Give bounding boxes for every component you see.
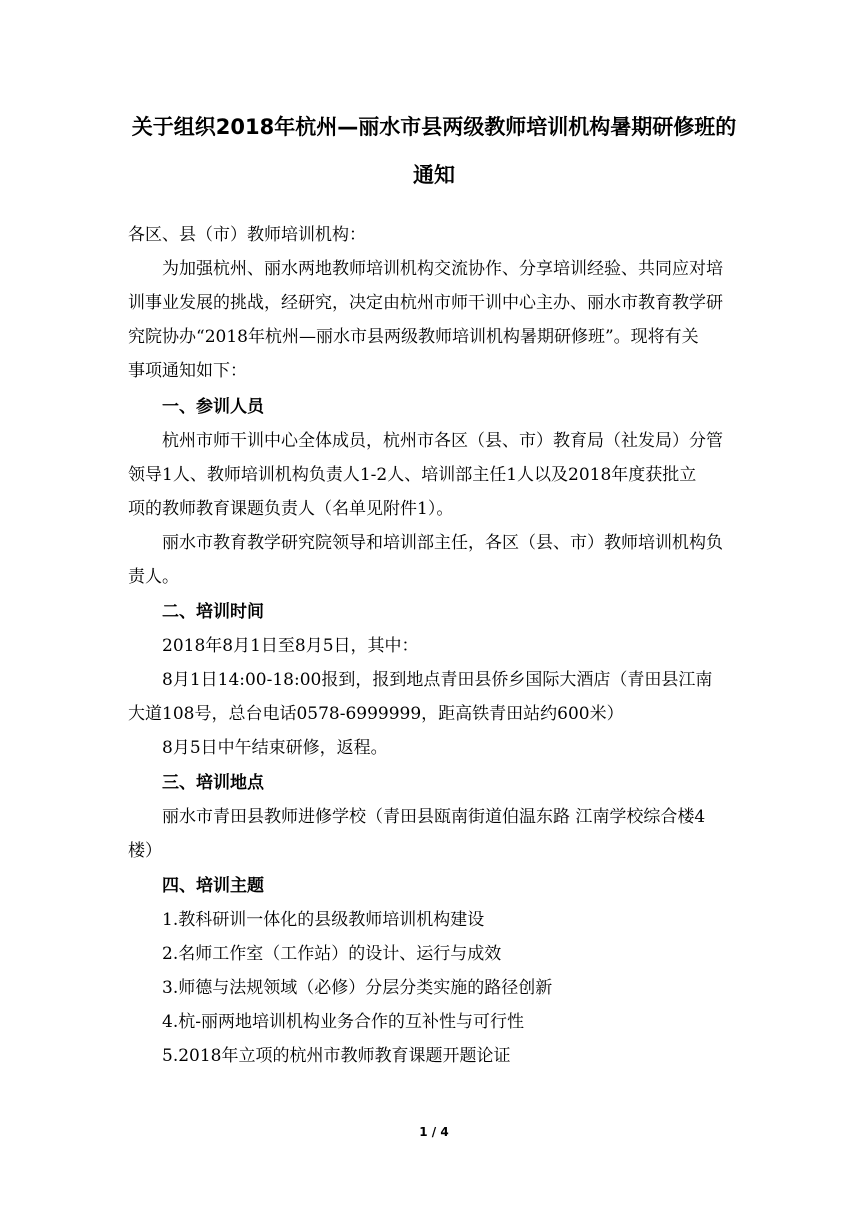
intro-paragraph-line: 训事业发展的挑战，经研究，决定由杭州市师干训中心主办、丽水市教育教学研 (128, 293, 723, 313)
participants-paragraph-line: 领导1人、教师培训机构负责人1-2人、培训部主任1人以及2018年度获批立 (128, 465, 697, 485)
participants-paragraph-line: 杭州市师干训中心全体成员，杭州市各区（县、市）教育局（社发局）分管 (162, 431, 723, 451)
section-heading-participants: 一、参训人员 (162, 397, 264, 417)
section-heading-time: 二、培训时间 (162, 602, 264, 622)
intro-paragraph-line: 究院协办“2018年杭州—丽水市县两级教师培训机构暑期研修班”。现将有关 (128, 327, 699, 347)
location-paragraph-line: 丽水市青田县教师进修学校（青田县瓯南街道伯温东路 江南学校综合楼4 (162, 807, 706, 827)
document-title-line-1: 关于组织2018年杭州—丽水市县两级教师培训机构暑期研修班的 (131, 115, 737, 139)
topic-list-item: 2.名师工作室（工作站）的设计、运行与成效 (162, 944, 502, 964)
intro-paragraph-line: 为加强杭州、丽水两地教师培训机构交流协作、分享培训经验、共同应对培 (162, 259, 723, 279)
time-paragraph-line: 2018年8月1日至8月5日，其中： (162, 636, 419, 656)
time-paragraph-line: 8月1日14:00-18:00报到，报到地点青田县侨乡国际大酒店（青田县江南 (162, 670, 713, 690)
intro-paragraph-line: 事项通知如下： (128, 361, 247, 381)
location-paragraph-line: 楼） (128, 841, 162, 861)
page-number: 1 / 4 (419, 1125, 449, 1139)
participants-paragraph-line: 责人。 (128, 567, 179, 587)
topic-list-item: 5.2018年立项的杭州市教师教育课题开题论证 (162, 1046, 511, 1066)
section-heading-location: 三、培训地点 (162, 773, 264, 793)
salutation: 各区、县（市）教师培训机构： (128, 225, 366, 245)
document-title-line-2: 通知 (413, 163, 455, 187)
time-paragraph-line: 大道108号，总台电话0578-6999999，距高铁青田站约600米） (128, 704, 624, 724)
section-heading-topics: 四、培训主题 (162, 876, 264, 896)
topic-list-item: 1.教科研训一体化的县级教师培训机构建设 (162, 910, 485, 930)
topic-list-item: 3.师德与法规领域（必修）分层分类实施的路径创新 (162, 978, 553, 998)
participants-paragraph-line: 丽水市教育教学研究院领导和培训部主任，各区（县、市）教师培训机构负 (162, 533, 723, 553)
topic-list-item: 4.杭-丽两地培训机构业务合作的互补性与可行性 (162, 1012, 524, 1032)
participants-paragraph-line: 项的教师教育课题负责人（名单见附件1）。 (128, 499, 454, 519)
time-paragraph-line: 8月5日中午结束研修，返程。 (162, 738, 388, 758)
